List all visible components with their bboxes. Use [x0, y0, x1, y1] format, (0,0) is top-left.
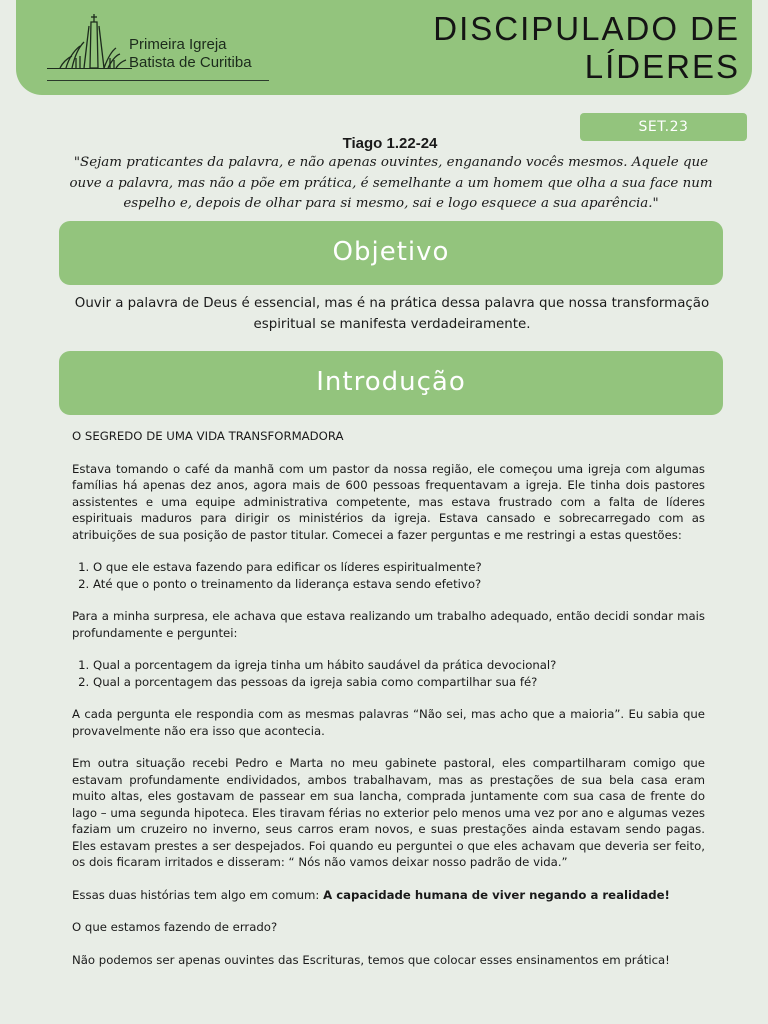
logo-text — [129, 36, 252, 72]
church-logo — [32, 12, 272, 84]
intro-paragraph-6: O que estamos fazendo de errado? — [72, 920, 278, 934]
title-line-2: LÍDERES — [584, 48, 740, 85]
objective-heading: Objetivo — [59, 221, 723, 285]
header-banner — [16, 0, 752, 95]
list-item: 1. Qual a porcentagem da igreja tinha um hábito saudável da prática devocional? — [93, 657, 705, 674]
question-list-2 — [72, 657, 705, 690]
introduction-heading: Introdução — [59, 351, 723, 415]
church-building-icon — [32, 12, 132, 84]
paragraph-5-lead: Essas duas histórias tem algo em comum: — [72, 887, 324, 902]
list-item: 2. Qual a porcentagem das pessoas da igreja sabia como compartilhar sua fé? — [93, 674, 705, 691]
intro-paragraph-4: Em outra situação recebi Pedro e Marta no meu gabinete pastoral, eles compartilharam comigo que estavam profundamente endividados, ambos trabalhavam, mas as prestações de sua bela casa eram muito altas, eles gostavam de passear em sua lancha, comprada juntamente com sua casa de frente do lago – uma segunda hipoteca. Eles tiravam férias no exterior pelo menos uma vez por ano e algumas vezes faziam um cruzeiro no inverno, seus carros eram novos, e suas prestações ainda estavam sendo pagas. Eles estavam prestes a ser despejados. Foi quando eu perguntei o que eles achavam que deveria ser feito, os dois ficaram irritados e disseram: “ Nós não vamos deixar nosso padrão de vida.” — [72, 756, 705, 869]
scripture-reference: Tiago 1.22-24 — [342, 135, 438, 152]
scripture-quote: "Sejam praticantes da palavra, e não apenas ouvintes, enganando vocês mesmos. Aquele que ouve a palavra, mas não a põe em prática, é semelhante a um homem que olha a sua face num espelho e, depois de olhar para si mesmo, sai e logo esquece a sua aparência." — [69, 155, 713, 211]
intro-subtitle: O SEGREDO DE UMA VIDA TRANSFORMADORA — [72, 429, 344, 443]
title-line-1: DISCIPULADO DE — [433, 10, 740, 47]
date-badge: SET.23 — [580, 113, 747, 141]
logo-underline — [47, 80, 269, 81]
question-list-1 — [72, 559, 705, 592]
paragraph-5-emphasis: A capacidade humana de viver negando a realidade! — [323, 887, 670, 902]
introduction-body — [72, 428, 705, 984]
intro-paragraph-1: Estava tomando o café da manhã com um pastor da nossa região, ele começou uma igreja com algumas famílias há apenas dez anos, agora mais de 600 pessoas frequentavam a igreja. Ele tinha dois pastores assistentes e uma equipe administrativa competente, mas estava frustrado com a falta de líderes espirituais maduros para dirigir os ministérios da igreja. Estava cansado e sobrecarregado com as atribuições de sua posição de pastor titular. Comecei a fazer perguntas e me restringi a estas questões: — [72, 461, 705, 542]
objective-text: Ouvir a palavra de Deus é essencial, mas é na prática dessa palavra que nossa transformação espiritual se manifesta verdadeiramente. — [74, 296, 710, 332]
intro-paragraph-3: A cada pergunta ele respondia com as mesmas palavras “Não sei, mas acho que a maioria”. Eu sabia que provavelmente não era isso que acontecia. — [72, 707, 705, 738]
page-title — [380, 10, 740, 86]
list-item: 2. Até que o ponto o treinamento da liderança estava sendo efetivo? — [93, 576, 705, 593]
intro-paragraph-5 — [72, 887, 705, 904]
intro-paragraph-7: Não podemos ser apenas ouvintes das Escrituras, temos que colocar esses ensinamentos em prática! — [72, 952, 670, 967]
list-item: 1. O que ele estava fazendo para edificar os líderes espiritualmente? — [93, 559, 705, 576]
intro-paragraph-2: Para a minha surpresa, ele achava que estava realizando um trabalho adequado, então decidi sondar mais profundamente e perguntei: — [72, 609, 705, 640]
logo-line-2: Batista de Curitiba — [129, 54, 252, 71]
logo-line-1: Primeira Igreja — [129, 36, 227, 53]
